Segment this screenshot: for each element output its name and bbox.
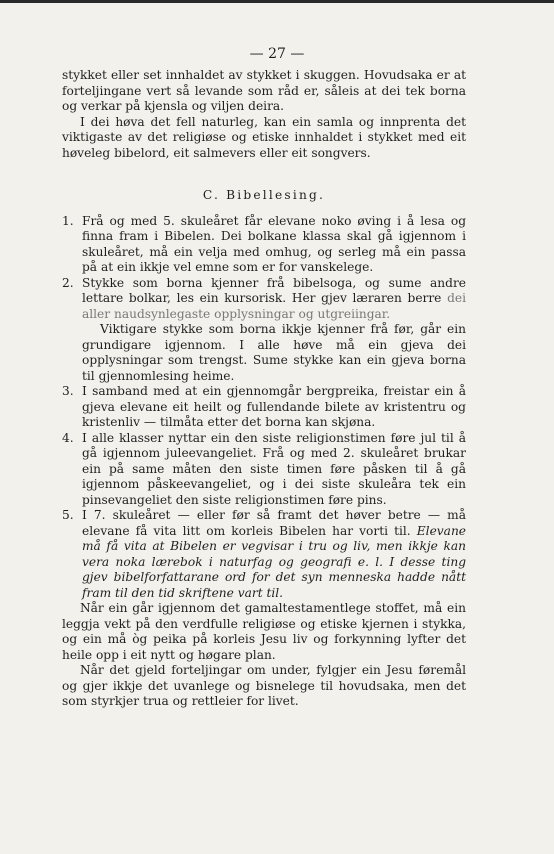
closing-paragraph-1: Når ein går igjennom det gamaltestamentlege stoffet, må ein leggja vekt på den verdfulle religiøse og etiske kjernen i stykka, og ein må òg peika på korleis Jesu liv og forkynning lyfter det heile opp i eit nytt og høgare plan. [62, 601, 466, 662]
list-item [62, 384, 466, 431]
item-number: 2. [62, 275, 74, 290]
list-item [62, 276, 466, 385]
item-text-italic: Elevane må få vita at Bibelen er vegvisar i tru og liv, men ikkje kan vera noka lærebok i naturfag og geografi e. l. I desse ting gjev bibelforfattarane ord for det syn menneska hadde nått fram til den tid skriftene vart til. [82, 523, 467, 600]
item-number: 5. [62, 508, 74, 522]
item-number: 1. [62, 213, 74, 228]
item-number: 4. [62, 430, 74, 445]
list-item [62, 508, 466, 601]
item-text-main: I 7. skuleåret — eller før så framt det høver betre — må elevane få vita litt om korleis Bibelen har vorti til. [82, 508, 466, 538]
item-number: 3. [62, 384, 74, 398]
item-text-faint: dei aller naudsynlegaste opplysningar og utgreiingar. [82, 291, 466, 321]
section-heading: C. Bibellesing. [202, 188, 326, 202]
item-text: I samband med at ein gjennomgår bergpreika, freistar ein å gjeva elevane eit heilt og fullendande bilete av kristentru og kristenliv — tilmåta etter det borna kan skjøna. [82, 384, 466, 429]
closing-paragraph-2: Når det gjeld forteljingar om under, fylgjer ein Jesu føremål og gjer ikkje det uvanlege og bisnelege til hovudsaka, men det som styrkjer trua og rettleier for livet. [62, 663, 466, 708]
item-text: Frå og med 5. skuleåret får elevane noko øving i å lesa og finna fram i Bibelen. Dei bolkane klassa skal gå igjennom i skuleåret, må ein velja med omhug, og serleg må ein passa på at ein ikkje vel emne som er for vanskelege. [82, 213, 466, 274]
item-text [82, 508, 466, 601]
list-item [62, 214, 466, 276]
intro-paragraph-2: I dei høva det fell naturleg, kan ein samla og innprenta det viktigaste av det religiøse og etiske innhaldet i stykket med eit høveleg bibelord, eit salmevers eller eit songvers. [62, 114, 466, 160]
intro-paragraph-1: stykket eller set innhaldet av stykket i skuggen. Hovudsaka er at forteljingane vert så levande som råd er, såleis at dei tek borna og verkar på kjensla og viljen deira. [62, 68, 466, 113]
item-text [82, 276, 466, 323]
top-border [0, 0, 554, 3]
body-text [62, 68, 466, 710]
item-paragraph: Viktigare stykke som borna ikkje kjenner frå før, går ein grundigare igjennom. I alle høve må ein gjeva dei opplysningar som trengst. Sume stykke kan ein gjeva borna til gjennomlesing heime. [82, 322, 466, 383]
page-number: — 27 — [249, 46, 305, 62]
item-text: I alle klasser nyttar ein den siste religionstimen føre jul til å gå igjennom juleevangeliet. Frå og med 2. skuleåret brukar ein på same måten den siste timen føre påsken til å gå igjennom påskeevangeliet, og i dei siste skuleåra tek ein pinsevangeliet den siste religionstimen føre pins. [82, 430, 466, 507]
list-item [62, 431, 466, 509]
item-text-main: Stykke som borna kjenner frå bibelsoga, og sume andre lettare bolkar, les ein kursorisk. Her gjev læraren berre [82, 275, 466, 305]
